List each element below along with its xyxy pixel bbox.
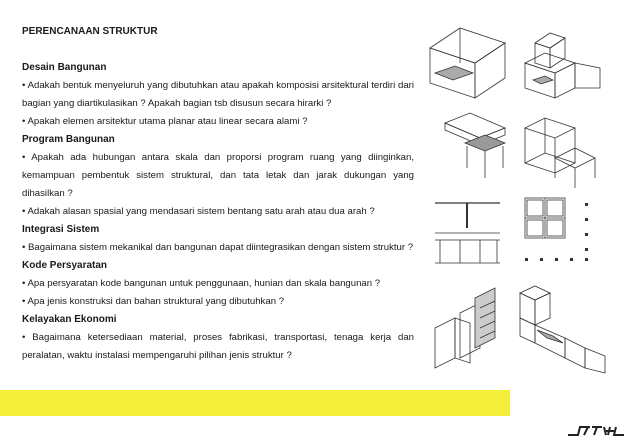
section-heading-integrasi: Integrasi Sistem [22,224,100,235]
section-heading-kode: Kode Persyaratan [22,260,108,271]
stacked-boxes-illustration [525,33,600,98]
paragraph: • Apa persyaratan kode bangunan untuk penggunaan, hunian dan skala bangunan ? [22,278,381,289]
paragraph: • Adakah bentuk menyeluruh yang dibutuhkan atau apakah komposisi arsitektural terdiri dari bagian yang diartikulasikan ? Apakah bagian tsb disusun secara hirarki ? [22,80,414,109]
section-heading-desain: Desain Bangunan [22,62,107,73]
highlight-bar [0,390,510,416]
table-illustration [445,113,505,178]
page-title: PERENCANAAN STRUKTUR [22,26,158,37]
grid-plan-illustration [525,198,565,238]
paragraph: • Bagaimana ketersediaan material, proses fabrikasi, transportasi, tenaga kerja dan peralatan, waktu instalasi mempengaruhi pilihan jenis struktur ? [22,332,414,361]
paragraph: • Apa jenis konstruksi dan bahan struktural yang dibutuhkan ? [22,296,285,307]
open-box-illustration [430,28,505,98]
wall-layers-illustration [435,288,495,368]
section-heading-program: Program Bangunan [22,134,115,145]
beam-elevation-illustration [435,203,500,263]
paragraph: • Bagaimana sistem mekanikal dan bangunan dapat diintegrasikan dengan sistem struktur ? [22,242,414,253]
dot-grid-illustration [525,203,588,261]
l-shaped-boxes-illustration [520,286,605,373]
cube-frame-illustration [525,118,595,188]
brand-logo-icon [566,425,626,437]
section-heading-ekonomi: Kelayakan Ekonomi [22,314,117,325]
paragraph: • Apakah ada hubungan antara skala dan proporsi program ruang yang diinginkan, kemampuan pembentuk sistem struktural, dan tata letak dan jarak dukungan yang dihasilkan ? [22,152,414,199]
paragraph: • Apakah elemen arsitektur utama planar atau linear secara alami ? [22,116,308,127]
structure-illustrations [425,18,630,383]
content-column [22,26,414,365]
paragraph: • Adakah alasan spasial yang mendasari sistem bentang satu arah atau dua arah ? [22,206,375,217]
